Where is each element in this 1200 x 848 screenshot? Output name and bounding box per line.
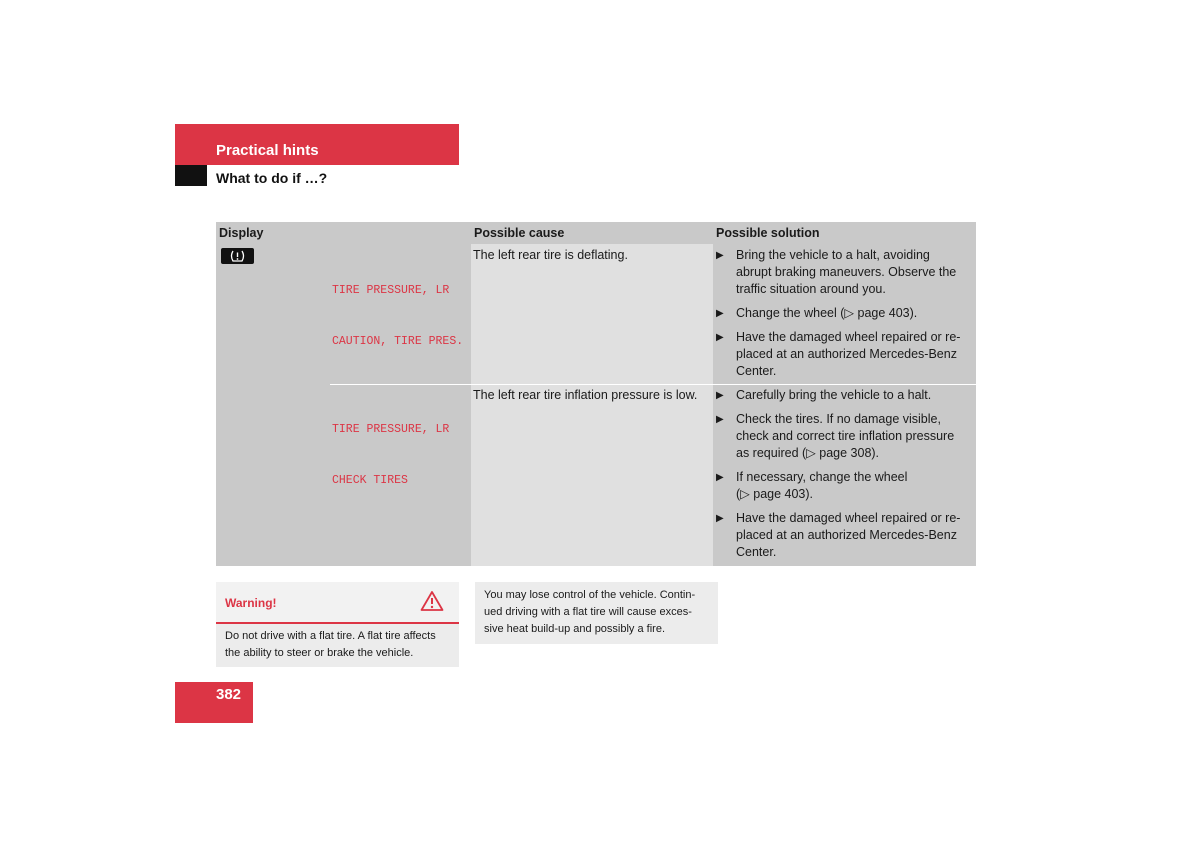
solution-line: Carefully bring the vehicle to a halt. (736, 388, 932, 402)
subsection-marker (175, 165, 207, 186)
solution-line: abrupt braking maneuvers. Observe the (736, 265, 957, 279)
solution-line: traffic situation around you. (736, 282, 886, 296)
warning-line: ued driving with a flat tire will cause exces- (484, 606, 692, 618)
warning-label: Warning! (225, 596, 277, 610)
solution-item (716, 469, 972, 503)
troubleshooting-table (216, 222, 976, 566)
warning-line: Do not drive with a flat tire. A flat tire affects (225, 630, 436, 642)
header-solution: Possible solution (713, 222, 976, 244)
solution-item (716, 387, 972, 404)
display-line: TIRE PRESSURE, LR (332, 284, 450, 297)
bullet-arrow-icon: ▶ (716, 308, 724, 319)
display-message (332, 248, 463, 384)
solution-item (716, 510, 972, 561)
warning-line: sive heat build-up and possibly a fire. (484, 623, 665, 635)
warning-box (216, 582, 459, 667)
display-line: TIRE PRESSURE, LR (332, 423, 450, 436)
header-cause: Possible cause (471, 222, 713, 244)
warning-header (216, 582, 459, 624)
solution-line: as required (▷ page 308). (736, 446, 880, 460)
warning-text (225, 628, 455, 662)
bullet-arrow-icon: ▶ (716, 250, 724, 261)
warning-line: You may lose control of the vehicle. Contin- (484, 589, 696, 601)
solution-item (716, 329, 972, 380)
bullet-arrow-icon: ▶ (716, 513, 724, 524)
solution-line: (▷ page 403). (736, 487, 814, 501)
display-message (332, 387, 449, 523)
bullet-arrow-icon: ▶ (716, 332, 724, 343)
solution-item (716, 247, 972, 298)
page-number-box (175, 682, 253, 723)
solution-item (716, 305, 972, 322)
page-number: 382 (216, 686, 242, 703)
solution-line: Check the tires. If no damage visible, (736, 412, 941, 426)
warning-continuation-box (475, 582, 718, 644)
cause-column (471, 244, 713, 566)
warning-continuation-text (484, 587, 714, 638)
row-divider (330, 384, 976, 385)
solution-line: check and correct tire inflation pressure (736, 429, 955, 443)
bullet-arrow-icon: ▶ (716, 472, 724, 483)
warning-line: the ability to steer or brake the vehicle. (225, 647, 414, 659)
solution-line: Center. (736, 364, 777, 378)
solution-line: placed at an authorized Mercedes-Benz (736, 347, 957, 361)
solution-line: Have the damaged wheel repaired or re- (736, 511, 961, 525)
warning-triangle-icon (420, 590, 444, 617)
solution-line: Center. (736, 545, 777, 559)
solution-line: Change the wheel (▷ page 403). (736, 306, 918, 320)
solution-line: Bring the vehicle to a halt, avoiding (736, 248, 930, 262)
display-line: CAUTION, TIRE PRES. (332, 335, 464, 348)
possible-cause: The left rear tire inflation pressure is low. (473, 388, 698, 402)
tire-pressure-warning-icon (221, 248, 254, 264)
display-line: CHECK TIRES (332, 474, 408, 487)
bullet-arrow-icon: ▶ (716, 390, 724, 401)
solution-line: If necessary, change the wheel (736, 470, 908, 484)
subsection-title: What to do if …? (216, 170, 328, 186)
bullet-arrow-icon: ▶ (716, 414, 724, 425)
solution-line: placed at an authorized Mercedes-Benz (736, 528, 957, 542)
solution-item (716, 411, 972, 462)
solution-line: Have the damaged wheel repaired or re- (736, 330, 961, 344)
possible-cause: The left rear tire is deflating. (473, 248, 628, 262)
header-display: Display (216, 222, 471, 244)
section-title: Practical hints (216, 142, 319, 159)
